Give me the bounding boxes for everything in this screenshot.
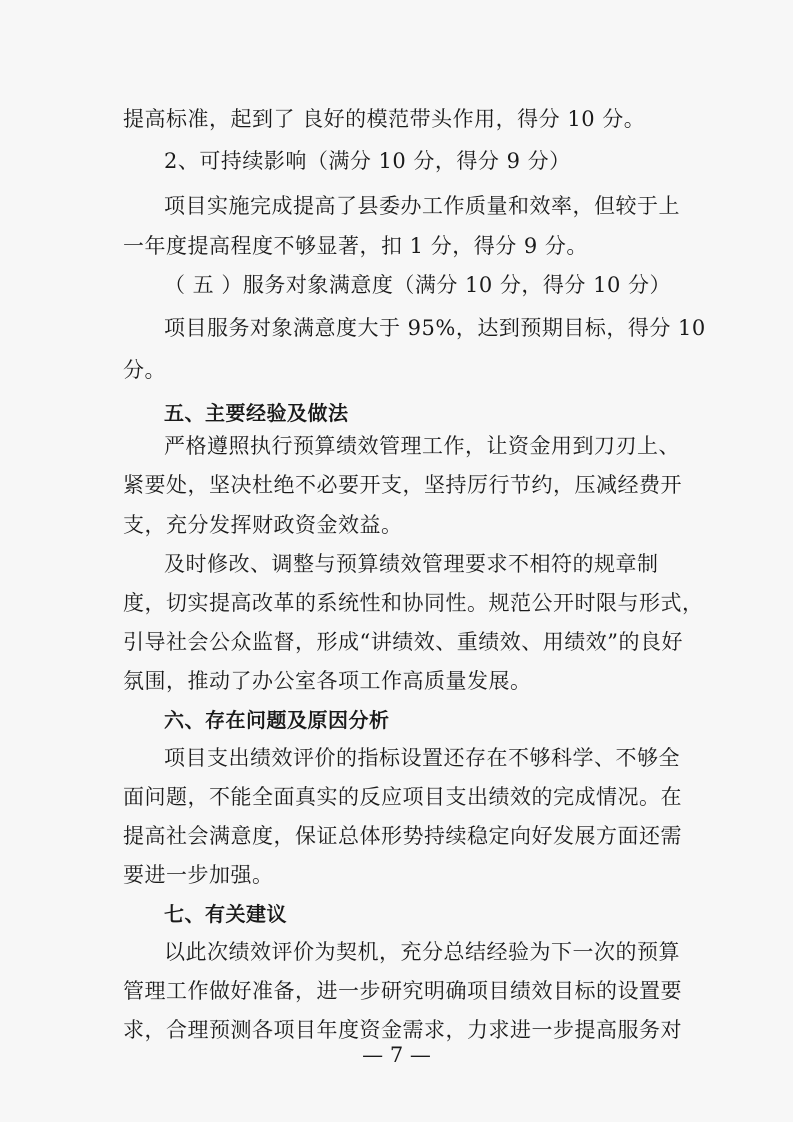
text-line: 支，充分发挥财政资金效益。	[123, 513, 403, 537]
text-line: 提高标准，起到了 良好的模范带头作用，得分 10 分。	[123, 107, 646, 131]
section-heading: 五、主要经验及做法	[164, 401, 349, 425]
page-number: — 7 —	[362, 1043, 431, 1067]
text-line: 项目实施完成提高了县委办工作质量和效率，但较于上	[164, 194, 680, 218]
text-line: 以此次绩效评价为契机，充分总结经验为下一次的预算	[164, 940, 680, 964]
text-line: 2、可持续影响（满分 10 分，得分 9 分）	[164, 149, 571, 173]
text-line: 提高社会满意度，保证总体形势持续稳定向好发展方面还需	[123, 824, 682, 848]
section-heading: 七、有关建议	[164, 902, 287, 926]
text-line: 项目服务对象满意度大于 95%，达到预期目标，得分 10	[164, 316, 706, 340]
text-line: 及时修改、调整与预算绩效管理要求不相符的规章制	[164, 552, 659, 576]
section-heading: 六、存在问题及原因分析	[164, 708, 390, 732]
text-line: 求，合理预测各项目年度资金需求，力求进一步提高服务对	[123, 1018, 682, 1042]
text-line: 项目支出绩效评价的指标设置还存在不够科学、不够全	[164, 746, 680, 770]
text-line: 氛围，推动了办公室各项工作高质量发展。	[123, 669, 532, 693]
text-line: （ 五 ）服务对象满意度（满分 10 分，得分 10 分）	[164, 273, 671, 297]
text-line: 引导社会公众监督，形成“讲绩效、重绩效、用绩效”的良好	[123, 630, 683, 654]
text-line: 紧要处，坚决杜绝不必要开支，坚持厉行节约，压减经费开	[123, 473, 682, 497]
text-line: 一年度提高程度不够显著，扣 1 分，得分 9 分。	[123, 234, 588, 258]
text-line: 管理工作做好准备，进一步研究明确项目绩效目标的设置要	[123, 979, 682, 1003]
text-line: 度，切实提高改革的系统性和协同性。规范公开时限与形式，	[123, 591, 704, 615]
text-line: 分。	[123, 358, 166, 382]
text-line: 要进一步加强。	[123, 863, 274, 887]
text-line: 面问题，不能全面真实的反应项目支出绩效的完成情况。在	[123, 785, 682, 809]
text-line: 严格遵照执行预算绩效管理工作，让资金用到刀刃上、	[164, 434, 680, 458]
